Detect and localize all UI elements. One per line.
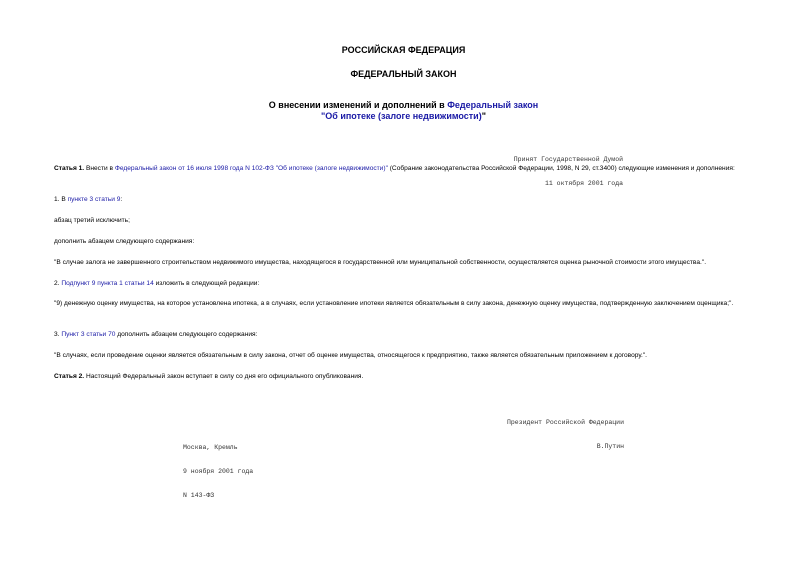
title-quote-close: " [481, 111, 486, 121]
signing-date: 9 ноября 2001 года [183, 468, 254, 475]
adoption-line1: Принят Государственной Думой [513, 156, 623, 163]
article-2-paragraph [54, 372, 769, 382]
item-2-link[interactable]: Подпункт 9 пункта 1 статьи 14 [61, 280, 154, 287]
title-prefix: О внесении изменений и дополнений в [268, 100, 448, 110]
amended-law-link[interactable]: Федеральный закон от 16 июля 1998 года N 102-ФЗ "Об ипотеке (залоге недвижимости)" [114, 165, 388, 172]
article-2-text: Настоящий Федеральный закон вступает в силу со дня его официального опубликования. [84, 373, 364, 380]
item-1-quote: "В случае залога не завершенного строительством недвижимого имущества, находящегося в государственной или муниципальной собственности, осуществляется оценка рыночной стоимости этого имущества.". [54, 259, 707, 266]
title-quote-open: " [321, 111, 326, 121]
signing-place: Москва, Кремль [183, 444, 238, 451]
item-1-sub-a: абзац третий исключить; [54, 217, 130, 224]
signature-block [507, 403, 624, 467]
item-3-link[interactable]: Пункт 3 статьи 70 [61, 331, 116, 338]
adoption-line2: 11 октября 2001 года [544, 180, 623, 187]
item-3-number: 3. [54, 331, 62, 338]
article-1-text-before: Внести в [84, 165, 115, 172]
item-1-number: 1. В [54, 196, 68, 203]
item-1-link[interactable]: пункте 3 статьи 9 [67, 196, 121, 203]
signer-title: Президент Российской Федерации [506, 419, 624, 426]
title-subject-link[interactable]: Об ипотеке (залоге недвижимости) [325, 111, 482, 121]
item-3 [54, 330, 769, 340]
item-2-number: 2. [54, 280, 62, 287]
article-1-paragraph [40, 164, 769, 174]
item-1-sub-b: дополнить абзацем следующего содержания: [54, 238, 195, 245]
item-2-quote: "9) денежную оценку имущества, на которое установлена ипотека, а в случаях, если установление ипотеки является обязательным в силу закона, денежную оценку имущества, подтвержденную заключением оценщика;". [54, 300, 734, 307]
item-3-after: дополнить абзацем следующего содержания: [115, 331, 258, 338]
law-number: N 143-ФЗ [183, 492, 215, 499]
country-heading: РОССИЙСКАЯ ФЕДЕРАЦИЯ [341, 45, 466, 55]
article-2-label: Статья 2. [54, 373, 85, 380]
law-title-line1 [0, 100, 807, 110]
item-2-after: изложить в следующей редакции: [153, 280, 260, 287]
article-1-text-after: (Собрание законодательства Российской Федерации, 1998, N 29, ст.3400) следующие изменения и дополнения: [387, 165, 735, 172]
item-1-after: : [120, 196, 123, 203]
law-type-heading: ФЕДЕРАЛЬНЫЙ ЗАКОН [350, 69, 457, 79]
item-1 [54, 195, 769, 205]
signer-name: В.Путин [596, 443, 624, 450]
title-law-link[interactable]: Федеральный закон [447, 100, 539, 110]
law-title-line2 [0, 111, 807, 121]
place-date-block [183, 428, 253, 516]
item-2 [54, 279, 769, 289]
article-1-label: Статья 1. [54, 165, 85, 172]
item-3-quote: "В случаях, если проведение оценки является обязательным в силу закона, отчет об оценке имущества, относящегося к предприятию, также является обязательным приложением к договору.". [54, 352, 647, 359]
